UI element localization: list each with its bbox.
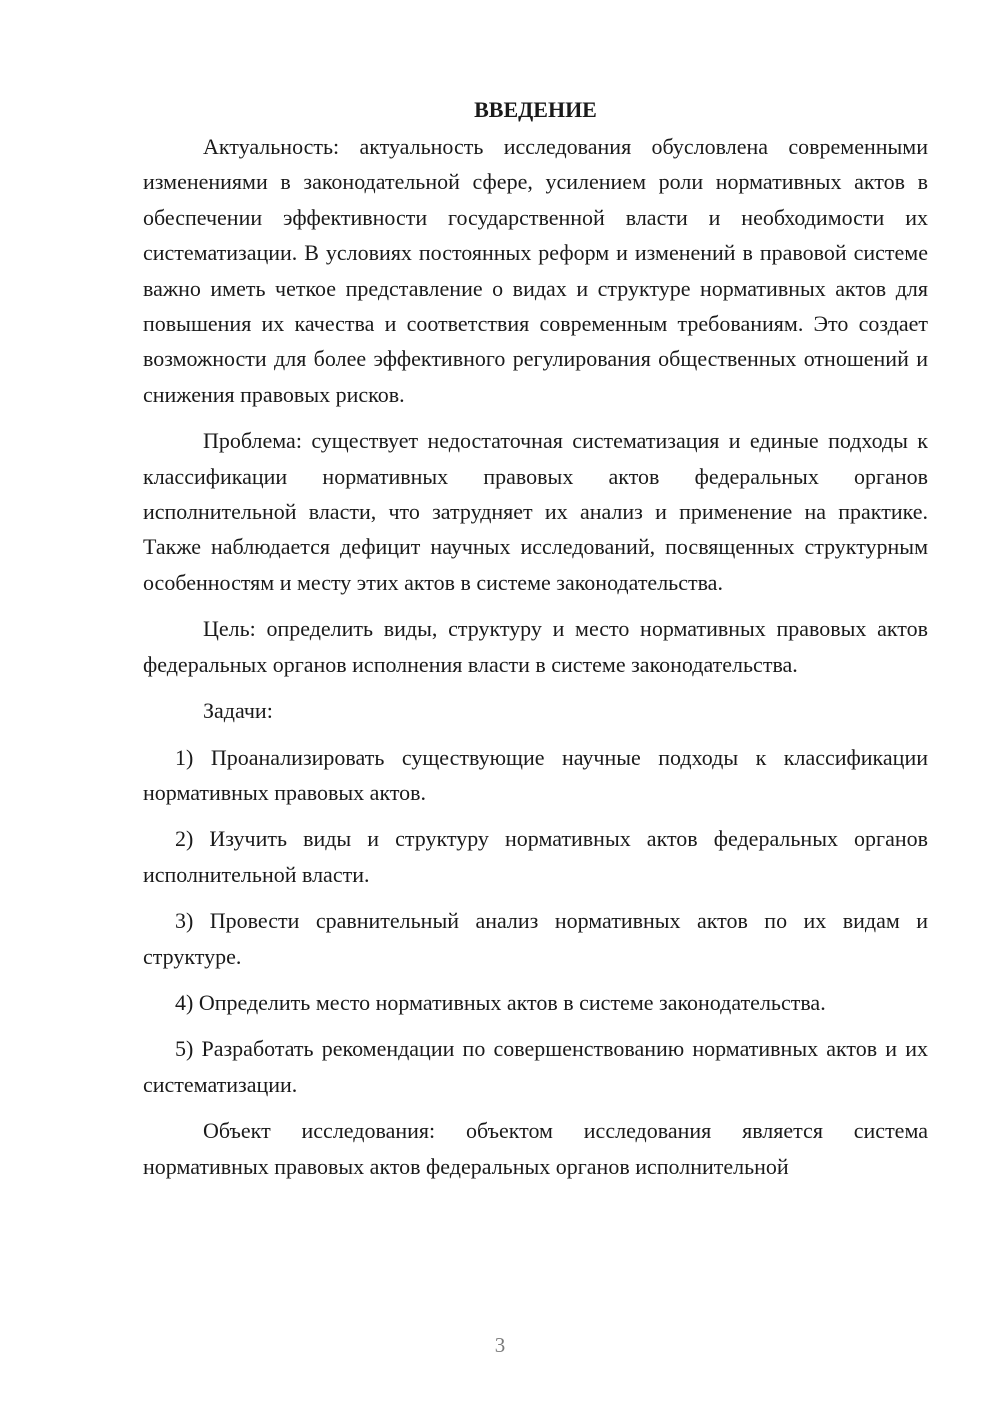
object-paragraph: Объект исследования: объектом исследования является система нормативных правовых актов федеральных органов исполнительной — [143, 1118, 928, 1179]
page-number: 3 — [494, 1333, 506, 1357]
document-page — [143, 92, 928, 1195]
task-item-4: 4) Определить место нормативных актов в системе законодательства. — [175, 989, 826, 1015]
relevance-paragraph: Актуальность: актуальность исследования обусловлена современными изменениями в законодательной сфере, усилением роли нормативных актов в обеспечении эффективности государственной власти и необходимости их систематизации. В условиях постоянных реформ и изменений в правовой системе важно иметь четкое представление о видах и структуре нормативных актов для повышения их качества и соответствия современным требованиям. Это создает возможности для более эффективного регулирования общественных отношений и снижения правовых рисков. — [143, 134, 928, 407]
section-title: ВВЕДЕНИЕ — [474, 97, 597, 122]
problem-paragraph: Проблема: существует недостаточная систематизация и единые подходы к классификации нормативных правовых актов федеральных органов исполнительной власти, что затрудняет их анализ и применение на практике. Также наблюдается дефицит научных исследований, посвященных структурным особенностям и месту этих актов в системе законодательства. — [143, 428, 928, 595]
task-item-1: 1) Проанализировать существующие научные подходы к классификации нормативных правовых актов. — [143, 744, 928, 805]
task-item-2: 2) Изучить виды и структуру нормативных актов федеральных органов исполнительной власти. — [143, 826, 928, 887]
task-item-5: 5) Разработать рекомендации по совершенствованию нормативных актов и их систематизации. — [143, 1036, 928, 1097]
tasks-heading: Задачи: — [203, 698, 273, 724]
goal-paragraph: Цель: определить виды, структуру и место нормативных правовых актов федеральных органов исполнения власти в системе законодательства. — [143, 616, 928, 677]
task-item-3: 3) Провести сравнительный анализ нормативных актов по их видам и структуре. — [143, 908, 928, 969]
